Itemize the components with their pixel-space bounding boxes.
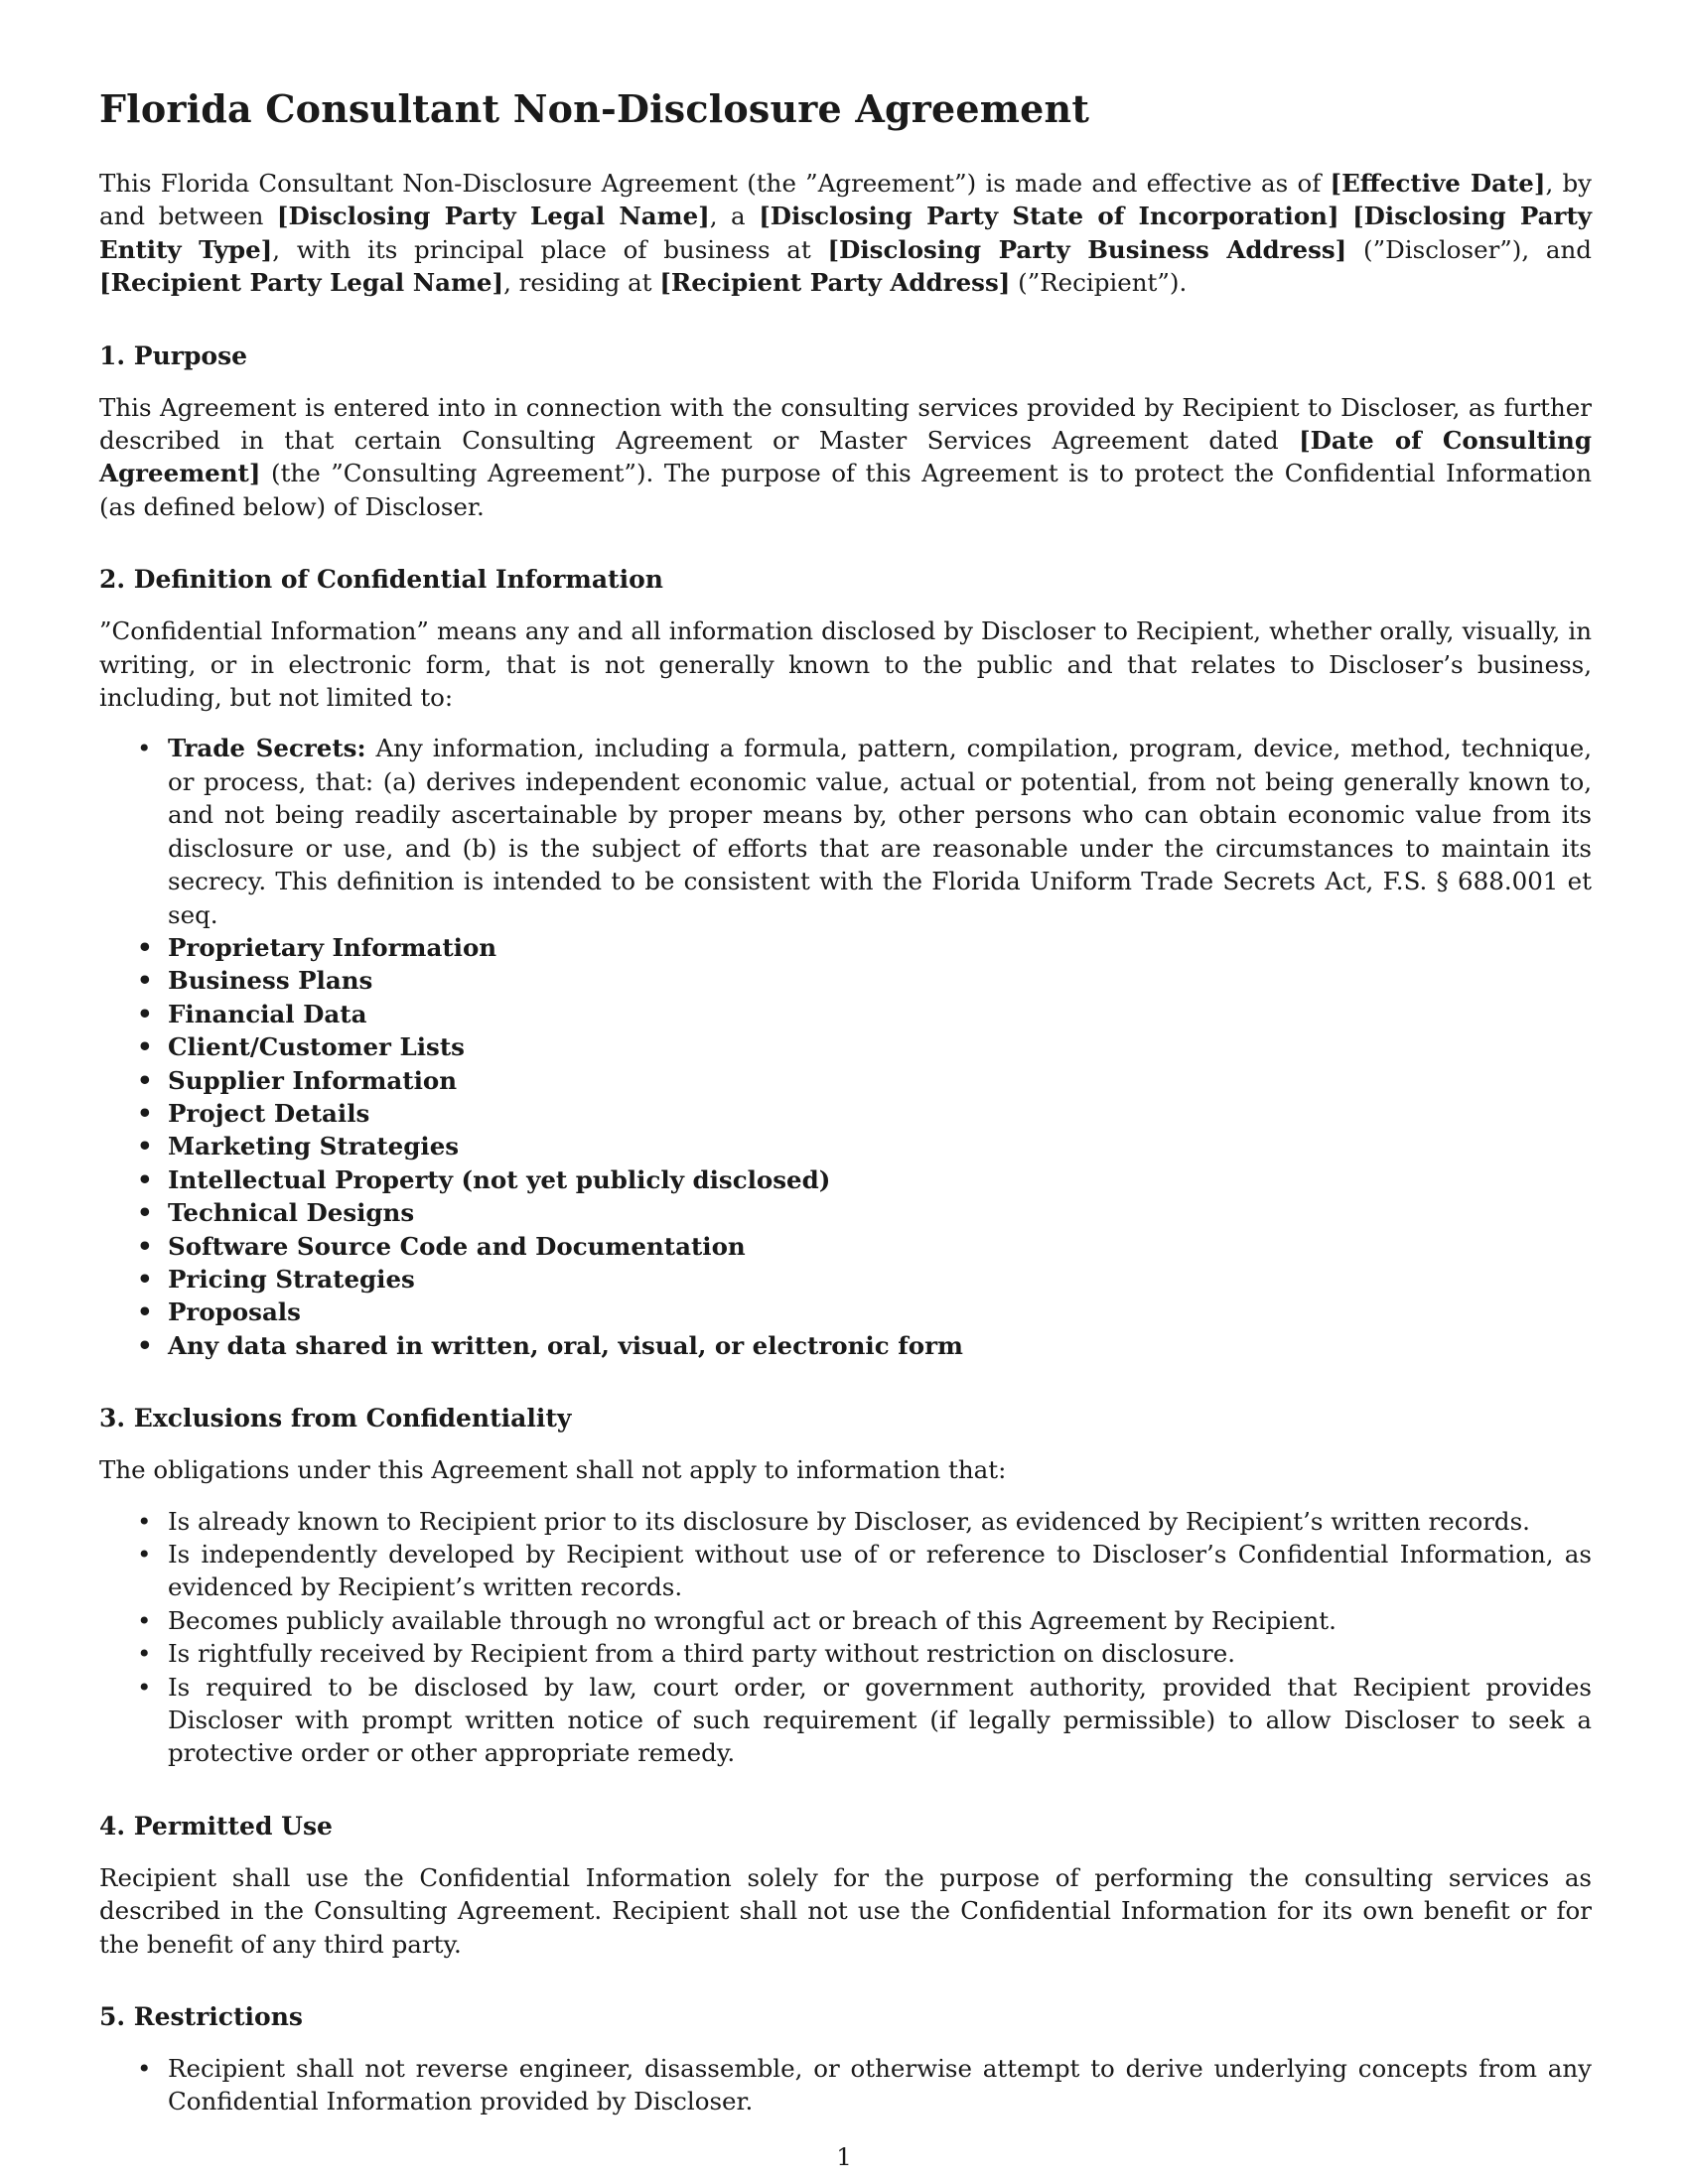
intro-text: , residing at xyxy=(503,268,660,298)
list-item: • Any data shared in written, oral, visual, or electronic form xyxy=(99,1329,1592,1362)
list-item: • Financial Data xyxy=(99,998,1592,1030)
list-item: • Business Plans xyxy=(99,964,1592,997)
section-permitted-use xyxy=(99,1810,1592,1961)
placeholder-recipient-address: [Recipient Party Address] xyxy=(659,268,1011,298)
section-exclusions xyxy=(99,1402,1592,1770)
intro-paragraph xyxy=(99,167,1592,300)
section-paragraph: Recipient shall use the Confidential Information solely for the purpose of performing the consulting services as described in the Consulting Agreement. Recipient shall not use the Confidential Information for its own benefit or for the benefit of any third party. xyxy=(99,1862,1592,1959)
placeholder-disclosing-party-state: [Disclosing Party State of Incorporation] xyxy=(759,202,1339,231)
list-item: • Is rightfully received by Recipient from a third party without restriction on disclosure. xyxy=(99,1637,1592,1670)
section-definition xyxy=(99,563,1592,1362)
section-paragraph xyxy=(99,391,1592,524)
section-purpose xyxy=(99,340,1592,524)
document-title: Florida Consultant Non-Disclosure Agreement xyxy=(99,86,1090,131)
intro-text: (”Discloser”), and xyxy=(1346,234,1592,264)
placeholder-consulting-agreement-date: [Date of Consulting Agreement] xyxy=(99,426,1592,488)
intro-text: , with its principal place of business at xyxy=(272,234,828,264)
list-item: • Technical Designs xyxy=(99,1196,1592,1229)
intro-text: (”Recipient”). xyxy=(1010,268,1188,298)
confidential-info-list xyxy=(99,732,1592,1362)
intro-text: This Florida Consultant Non-Disclosure Agreement (the ”Agreement”) is made and effective as of xyxy=(99,169,1331,198)
list-item: • Software Source Code and Documentation xyxy=(99,1230,1592,1263)
list-item xyxy=(99,732,1592,930)
section-heading: 3. Exclusions from Confidentiality xyxy=(99,1404,572,1433)
list-item: • Proprietary Information xyxy=(99,931,1592,964)
list-item: • Becomes publicly available through no wrongful act or breach of this Agreement by Recipient. xyxy=(99,1604,1592,1637)
restrictions-list xyxy=(99,2052,1592,2118)
list-item: • Recipient shall not reverse engineer, disassemble, or otherwise attempt to derive underlying concepts from any Confidential Information provided by Discloser. xyxy=(99,2052,1592,2118)
placeholder-disclosing-party-address: [Disclosing Party Business Address] xyxy=(827,234,1347,264)
placeholder-recipient-name: [Recipient Party Legal Name] xyxy=(99,268,504,298)
page-number: 1 xyxy=(836,2142,852,2171)
section-text: This Agreement is entered into in connection with the consulting services provided by Recipient to Discloser, as further described in that certain Consulting Agreement or Master Services Agreement dated xyxy=(99,392,1592,456)
list-item: • Is required to be disclosed by law, court order, or government authority, provided that Recipient provides Discloser with prompt written notice of such requirement (if legally permissible) to allow Discloser to seek a protective order or other appropriate remedy. xyxy=(99,1671,1592,1770)
list-item: • Intellectual Property (not yet publicly disclosed) xyxy=(99,1163,1592,1196)
list-item: • Is already known to Recipient prior to its disclosure by Discloser, as evidenced by Recipient’s written records. xyxy=(99,1505,1592,1538)
section-text: (the ”Consulting Agreement”). The purpose of this Agreement is to protect the Confidential Information (as defined below) of Discloser. xyxy=(99,459,1592,521)
list-item: • Is independently developed by Recipient without use of or reference to Discloser’s Confidential Information, as evidenced by Recipient’s written records. xyxy=(99,1538,1592,1604)
placeholder-disclosing-party-name: [Disclosing Party Legal Name] xyxy=(276,202,710,231)
list-item: • Proposals xyxy=(99,1296,1592,1328)
section-heading: 2. Definition of Confidential Information xyxy=(99,565,663,595)
list-item: • Client/Customer Lists xyxy=(99,1030,1592,1063)
list-item: • Pricing Strategies xyxy=(99,1263,1592,1296)
section-heading: 4. Permitted Use xyxy=(99,1811,333,1841)
exclusions-list xyxy=(99,1505,1592,1770)
section-paragraph: The obligations under this Agreement shall not apply to information that: xyxy=(99,1455,1007,1485)
placeholder-disclosing-party-entity-type: [Disclosing Party Entity Type] xyxy=(99,202,1592,264)
list-item: • Supplier Information xyxy=(99,1064,1592,1097)
placeholder-effective-date: [Effective Date] xyxy=(1330,169,1546,198)
section-paragraph: ”Confidential Information” means any and all information disclosed by Discloser to Recipient, whether orally, visually, in writing, or in electronic form, that is not generally known to the public and that relates to Discloser’s business, including, but not limited to: xyxy=(99,616,1592,713)
trade-secrets-label: Trade Secrets: xyxy=(168,734,366,763)
section-heading: 1. Purpose xyxy=(99,341,248,370)
section-restrictions xyxy=(99,2000,1592,2118)
intro-text: , a xyxy=(709,202,760,231)
list-item: • Project Details xyxy=(99,1097,1592,1130)
document-body xyxy=(99,85,1592,2118)
section-heading: 5. Restrictions xyxy=(99,2002,303,2032)
list-item: • Marketing Strategies xyxy=(99,1130,1592,1162)
trade-secrets-text: Any information, including a formula, pattern, compilation, program, device, method, technique, or process, that: (a) derives independent economic value, actual or potential, from not being generally known to, and not being readily ascertainable by proper means by, other persons who can obtain economic value from its disclosure or use, and (b) is the subject of efforts that are reasonable under the circumstances to maintain its secrecy. This definition is intended to be consistent with the Florida Uniform Trade Secrets Act, F.S. § 688.001 et seq. xyxy=(168,734,1593,929)
intro-text xyxy=(1339,202,1353,230)
intro-text: , by and between xyxy=(99,169,1592,231)
